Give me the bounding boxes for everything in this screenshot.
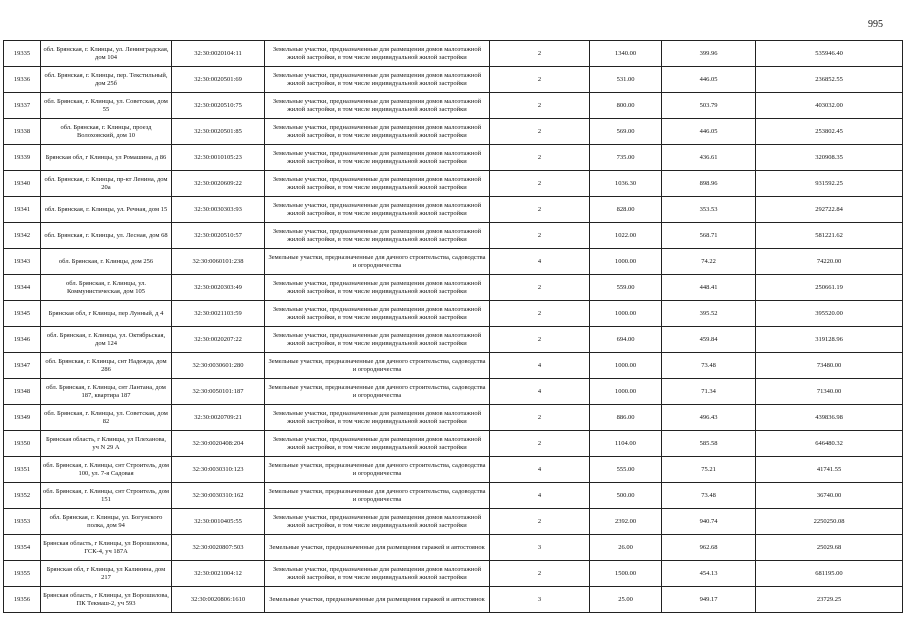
row-number-cell: 19349	[4, 405, 41, 431]
table-row	[4, 353, 903, 379]
land-use-cell: Земельные участки, предназначенные для размещения гаражей и автостоянок	[265, 535, 490, 561]
land-use-cell: Земельные участки, предназначенные для размещения домов малоэтажной жилой застройки, в том числе индивидуальной жилой застройки	[265, 275, 490, 301]
cadastral-number-cell: 32:30:0060101:238	[172, 249, 265, 275]
cadastral-number-cell: 32:30:0020501:69	[172, 67, 265, 93]
row-number-cell: 19348	[4, 379, 41, 405]
address-cell: Брянская обл, г Клинцы, ул Ромашина, д 86	[41, 145, 172, 171]
group-cell: 2	[490, 145, 590, 171]
specific-value-cell: 446.05	[662, 67, 756, 93]
area-cell: 559.00	[590, 275, 662, 301]
row-number-cell: 19335	[4, 41, 41, 67]
area-cell: 694.00	[590, 327, 662, 353]
table-row	[4, 171, 903, 197]
land-use-cell: Земельные участки, предназначенные для размещения домов малоэтажной жилой застройки, в том числе индивидуальной жилой застройки	[265, 327, 490, 353]
cadastral-value-cell: 25029.68	[756, 535, 903, 561]
cadastral-number-cell: 32:30:0030601:280	[172, 353, 265, 379]
cadastral-value-cell: 253802.45	[756, 119, 903, 145]
area-cell: 1000.00	[590, 353, 662, 379]
row-number-cell: 19342	[4, 223, 41, 249]
area-cell: 500.00	[590, 483, 662, 509]
group-cell: 2	[490, 327, 590, 353]
address-cell: Брянская область, г Клинцы, ул Плеханова, уч N 29 А	[41, 431, 172, 457]
land-use-cell: Земельные участки, предназначенные для размещения домов малоэтажной жилой застройки, в том числе индивидуальной жилой застройки	[265, 431, 490, 457]
table-row	[4, 93, 903, 119]
cadastral-value-cell: 236852.55	[756, 67, 903, 93]
address-cell: Брянская обл, г Клинцы, пер Лунный, д 4	[41, 301, 172, 327]
table-row	[4, 145, 903, 171]
row-number-cell: 19341	[4, 197, 41, 223]
cadastral-value-cell: 292722.84	[756, 197, 903, 223]
cadastral-number-cell: 32:30:0020806:1610	[172, 587, 265, 613]
specific-value-cell: 448.41	[662, 275, 756, 301]
group-cell: 2	[490, 301, 590, 327]
cadastral-number-cell: 32:30:0020709:21	[172, 405, 265, 431]
area-cell: 1036.30	[590, 171, 662, 197]
group-cell: 2	[490, 119, 590, 145]
address-cell: обл. Брянская, г. Клинцы, проезд Волоховский, дом 10	[41, 119, 172, 145]
land-use-cell: Земельные участки, предназначенные для размещения домов малоэтажной жилой застройки, в том числе индивидуальной жилой застройки	[265, 171, 490, 197]
cadastral-number-cell: 32:30:0030310:162	[172, 483, 265, 509]
group-cell: 2	[490, 509, 590, 535]
area-cell: 1022.00	[590, 223, 662, 249]
table-row	[4, 587, 903, 613]
address-cell: обл. Брянская, г. Клинцы, ул. Советская, дом 55	[41, 93, 172, 119]
group-cell: 2	[490, 171, 590, 197]
address-cell: обл. Брянская, г. Клинцы, ул. Коммунистическая, дом 105	[41, 275, 172, 301]
table-row	[4, 275, 903, 301]
table-row	[4, 223, 903, 249]
specific-value-cell: 71.34	[662, 379, 756, 405]
cadastral-number-cell: 32:30:0021103:59	[172, 301, 265, 327]
cadastral-value-cell: 41741.55	[756, 457, 903, 483]
cadastral-number-cell: 32:30:0020510:75	[172, 93, 265, 119]
specific-value-cell: 454.13	[662, 561, 756, 587]
address-cell: обл. Брянская, г. Клинцы, снт Строитель, дом 151	[41, 483, 172, 509]
table-row	[4, 327, 903, 353]
row-number-cell: 19336	[4, 67, 41, 93]
cadastral-value-cell: 73480.00	[756, 353, 903, 379]
cadastral-value-cell: 2250250.08	[756, 509, 903, 535]
table-row	[4, 67, 903, 93]
specific-value-cell: 940.74	[662, 509, 756, 535]
address-cell: обл. Брянская, г. Клинцы, ул. Лесная, дом 68	[41, 223, 172, 249]
address-cell: обл. Брянская, г. Клинцы, ул. Октябрьская, дом 124	[41, 327, 172, 353]
land-use-cell: Земельные участки, предназначенные для размещения домов малоэтажной жилой застройки, в том числе индивидуальной жилой застройки	[265, 509, 490, 535]
specific-value-cell: 74.22	[662, 249, 756, 275]
specific-value-cell: 459.84	[662, 327, 756, 353]
row-number-cell: 19355	[4, 561, 41, 587]
land-use-cell: Земельные участки, предназначенные для дачного строительства, садоводства и огородничества	[265, 379, 490, 405]
cadastral-number-cell: 32:30:0020501:85	[172, 119, 265, 145]
group-cell: 2	[490, 275, 590, 301]
table-row	[4, 483, 903, 509]
group-cell: 4	[490, 353, 590, 379]
area-cell: 2392.00	[590, 509, 662, 535]
land-use-cell: Земельные участки, предназначенные для дачного строительства, садоводства и огородничества	[265, 457, 490, 483]
address-cell: Брянская область, г Клинцы, ул Ворошилова, ПК Текмаш-2, уч 593	[41, 587, 172, 613]
address-cell: обл. Брянская, г. Клинцы, пер. Текстильный, дом 25б	[41, 67, 172, 93]
cadastral-number-cell: 32:30:0020510:57	[172, 223, 265, 249]
area-cell: 1340.00	[590, 41, 662, 67]
cadastral-number-cell: 32:30:0020104:11	[172, 41, 265, 67]
specific-value-cell: 395.52	[662, 301, 756, 327]
cadastral-value-cell: 71340.00	[756, 379, 903, 405]
cadastral-value-cell: 403032.00	[756, 93, 903, 119]
address-cell: обл. Брянская, г. Клинцы, ул. Богунского полка, дом 94	[41, 509, 172, 535]
land-use-cell: Земельные участки, предназначенные для дачного строительства, садоводства и огородничества	[265, 353, 490, 379]
cadastral-number-cell: 32:30:0021004:12	[172, 561, 265, 587]
row-number-cell: 19354	[4, 535, 41, 561]
group-cell: 2	[490, 561, 590, 587]
table-row	[4, 249, 903, 275]
address-cell: Брянская обл, г Клинцы, ул Калинина, дом 217	[41, 561, 172, 587]
table-row	[4, 197, 903, 223]
specific-value-cell: 353.53	[662, 197, 756, 223]
address-cell: обл. Брянская, г. Клинцы, дом 256	[41, 249, 172, 275]
table-row	[4, 509, 903, 535]
specific-value-cell: 399.96	[662, 41, 756, 67]
cadastral-number-cell: 32:30:0010405:55	[172, 509, 265, 535]
area-cell: 1500.00	[590, 561, 662, 587]
group-cell: 4	[490, 483, 590, 509]
group-cell: 2	[490, 405, 590, 431]
row-number-cell: 19345	[4, 301, 41, 327]
specific-value-cell: 73.48	[662, 483, 756, 509]
group-cell: 2	[490, 223, 590, 249]
area-cell: 531.00	[590, 67, 662, 93]
cadastral-number-cell: 32:30:0020609:22	[172, 171, 265, 197]
land-use-cell: Земельные участки, предназначенные для размещения домов малоэтажной жилой застройки, в том числе индивидуальной жилой застройки	[265, 197, 490, 223]
land-use-cell: Земельные участки, предназначенные для размещения гаражей и автостоянок	[265, 587, 490, 613]
row-number-cell: 19351	[4, 457, 41, 483]
cadastral-value-cell: 681195.00	[756, 561, 903, 587]
land-use-cell: Земельные участки, предназначенные для размещения домов малоэтажной жилой застройки, в том числе индивидуальной жилой застройки	[265, 223, 490, 249]
specific-value-cell: 73.48	[662, 353, 756, 379]
cadastral-value-cell: 36740.00	[756, 483, 903, 509]
row-number-cell: 19337	[4, 93, 41, 119]
address-cell: обл. Брянская, г. Клинцы, ул. Ленинградская, дом 104	[41, 41, 172, 67]
group-cell: 4	[490, 249, 590, 275]
specific-value-cell: 585.58	[662, 431, 756, 457]
page-number: 995	[868, 19, 883, 30]
cadastral-value-cell: 439836.98	[756, 405, 903, 431]
group-cell: 3	[490, 587, 590, 613]
area-cell: 800.00	[590, 93, 662, 119]
cadastral-value-cell: 319128.96	[756, 327, 903, 353]
row-number-cell: 19343	[4, 249, 41, 275]
area-cell: 569.00	[590, 119, 662, 145]
cadastral-number-cell: 32:30:0030310:123	[172, 457, 265, 483]
area-cell: 25.00	[590, 587, 662, 613]
group-cell: 4	[490, 379, 590, 405]
address-cell: Брянская область, г Клинцы, ул Ворошилова, ГСК-4, уч 187А	[41, 535, 172, 561]
cadastral-value-table	[3, 40, 903, 613]
specific-value-cell: 503.79	[662, 93, 756, 119]
area-cell: 555.00	[590, 457, 662, 483]
group-cell: 2	[490, 93, 590, 119]
table-row	[4, 561, 903, 587]
area-cell: 1000.00	[590, 379, 662, 405]
group-cell: 2	[490, 41, 590, 67]
row-number-cell: 19339	[4, 145, 41, 171]
group-cell: 4	[490, 457, 590, 483]
table-row	[4, 405, 903, 431]
row-number-cell: 19344	[4, 275, 41, 301]
land-use-cell: Земельные участки, предназначенные для размещения домов малоэтажной жилой застройки, в том числе индивидуальной жилой застройки	[265, 561, 490, 587]
land-use-cell: Земельные участки, предназначенные для дачного строительства, садоводства и огородничества	[265, 249, 490, 275]
cadastral-value-cell: 250661.19	[756, 275, 903, 301]
land-use-cell: Земельные участки, предназначенные для дачного строительства, садоводства и огородничества	[265, 483, 490, 509]
cadastral-value-cell: 23729.25	[756, 587, 903, 613]
table-body	[4, 41, 903, 613]
area-cell: 828.00	[590, 197, 662, 223]
area-cell: 886.00	[590, 405, 662, 431]
cadastral-value-cell: 535946.40	[756, 41, 903, 67]
row-number-cell: 19356	[4, 587, 41, 613]
table-row	[4, 457, 903, 483]
specific-value-cell: 436.61	[662, 145, 756, 171]
specific-value-cell: 568.71	[662, 223, 756, 249]
cadastral-number-cell: 32:30:0020408:204	[172, 431, 265, 457]
cadastral-number-cell: 32:30:0020807:503	[172, 535, 265, 561]
cadastral-value-cell: 320908.35	[756, 145, 903, 171]
group-cell: 2	[490, 431, 590, 457]
cadastral-number-cell: 32:30:0050101:187	[172, 379, 265, 405]
land-use-cell: Земельные участки, предназначенные для размещения домов малоэтажной жилой застройки, в том числе индивидуальной жилой застройки	[265, 405, 490, 431]
group-cell: 2	[490, 67, 590, 93]
table-row	[4, 431, 903, 457]
area-cell: 1104.00	[590, 431, 662, 457]
area-cell: 1000.00	[590, 301, 662, 327]
row-number-cell: 19350	[4, 431, 41, 457]
cadastral-value-cell: 646480.32	[756, 431, 903, 457]
group-cell: 3	[490, 535, 590, 561]
specific-value-cell: 962.68	[662, 535, 756, 561]
land-use-cell: Земельные участки, предназначенные для размещения домов малоэтажной жилой застройки, в том числе индивидуальной жилой застройки	[265, 145, 490, 171]
row-number-cell: 19352	[4, 483, 41, 509]
address-cell: обл. Брянская, г. Клинцы, ул. Речная, дом 15	[41, 197, 172, 223]
specific-value-cell: 446.05	[662, 119, 756, 145]
row-number-cell: 19338	[4, 119, 41, 145]
land-use-cell: Земельные участки, предназначенные для размещения домов малоэтажной жилой застройки, в том числе индивидуальной жилой застройки	[265, 41, 490, 67]
cadastral-number-cell: 32:30:0030303:93	[172, 197, 265, 223]
area-cell: 735.00	[590, 145, 662, 171]
address-cell: обл. Брянская, г. Клинцы, ул. Советская, дом 82	[41, 405, 172, 431]
table-row	[4, 119, 903, 145]
address-cell: обл. Брянская, г. Клинцы, снт Строитель, дом 100, ул. 7-я Садовая	[41, 457, 172, 483]
table-row	[4, 379, 903, 405]
cadastral-number-cell: 32:30:0010105:23	[172, 145, 265, 171]
land-use-cell: Земельные участки, предназначенные для размещения домов малоэтажной жилой застройки, в том числе индивидуальной жилой застройки	[265, 93, 490, 119]
land-use-cell: Земельные участки, предназначенные для размещения домов малоэтажной жилой застройки, в том числе индивидуальной жилой застройки	[265, 301, 490, 327]
specific-value-cell: 898.96	[662, 171, 756, 197]
specific-value-cell: 75.21	[662, 457, 756, 483]
cadastral-value-cell: 581221.62	[756, 223, 903, 249]
row-number-cell: 19340	[4, 171, 41, 197]
row-number-cell: 19353	[4, 509, 41, 535]
table-row	[4, 41, 903, 67]
cadastral-value-cell: 74220.00	[756, 249, 903, 275]
address-cell: обл. Брянская, г. Клинцы, снт Надежда, дом 286	[41, 353, 172, 379]
address-cell: обл. Брянская, г. Клинцы, снт Лантана, дом 187, квартира 187	[41, 379, 172, 405]
group-cell: 2	[490, 197, 590, 223]
row-number-cell: 19347	[4, 353, 41, 379]
cadastral-number-cell: 32:30:0020207:22	[172, 327, 265, 353]
cadastral-value-cell: 395520.00	[756, 301, 903, 327]
table-row	[4, 301, 903, 327]
area-cell: 26.00	[590, 535, 662, 561]
land-use-cell: Земельные участки, предназначенные для размещения домов малоэтажной жилой застройки, в том числе индивидуальной жилой застройки	[265, 67, 490, 93]
row-number-cell: 19346	[4, 327, 41, 353]
cadastral-number-cell: 32:30:0020303:49	[172, 275, 265, 301]
land-use-cell: Земельные участки, предназначенные для размещения домов малоэтажной жилой застройки, в том числе индивидуальной жилой застройки	[265, 119, 490, 145]
cadastral-value-cell: 931592.25	[756, 171, 903, 197]
area-cell: 1000.00	[590, 249, 662, 275]
address-cell: обл. Брянская, г. Клинцы, пр-кт Ленина, дом 20а	[41, 171, 172, 197]
specific-value-cell: 949.17	[662, 587, 756, 613]
table-row	[4, 535, 903, 561]
specific-value-cell: 496.43	[662, 405, 756, 431]
